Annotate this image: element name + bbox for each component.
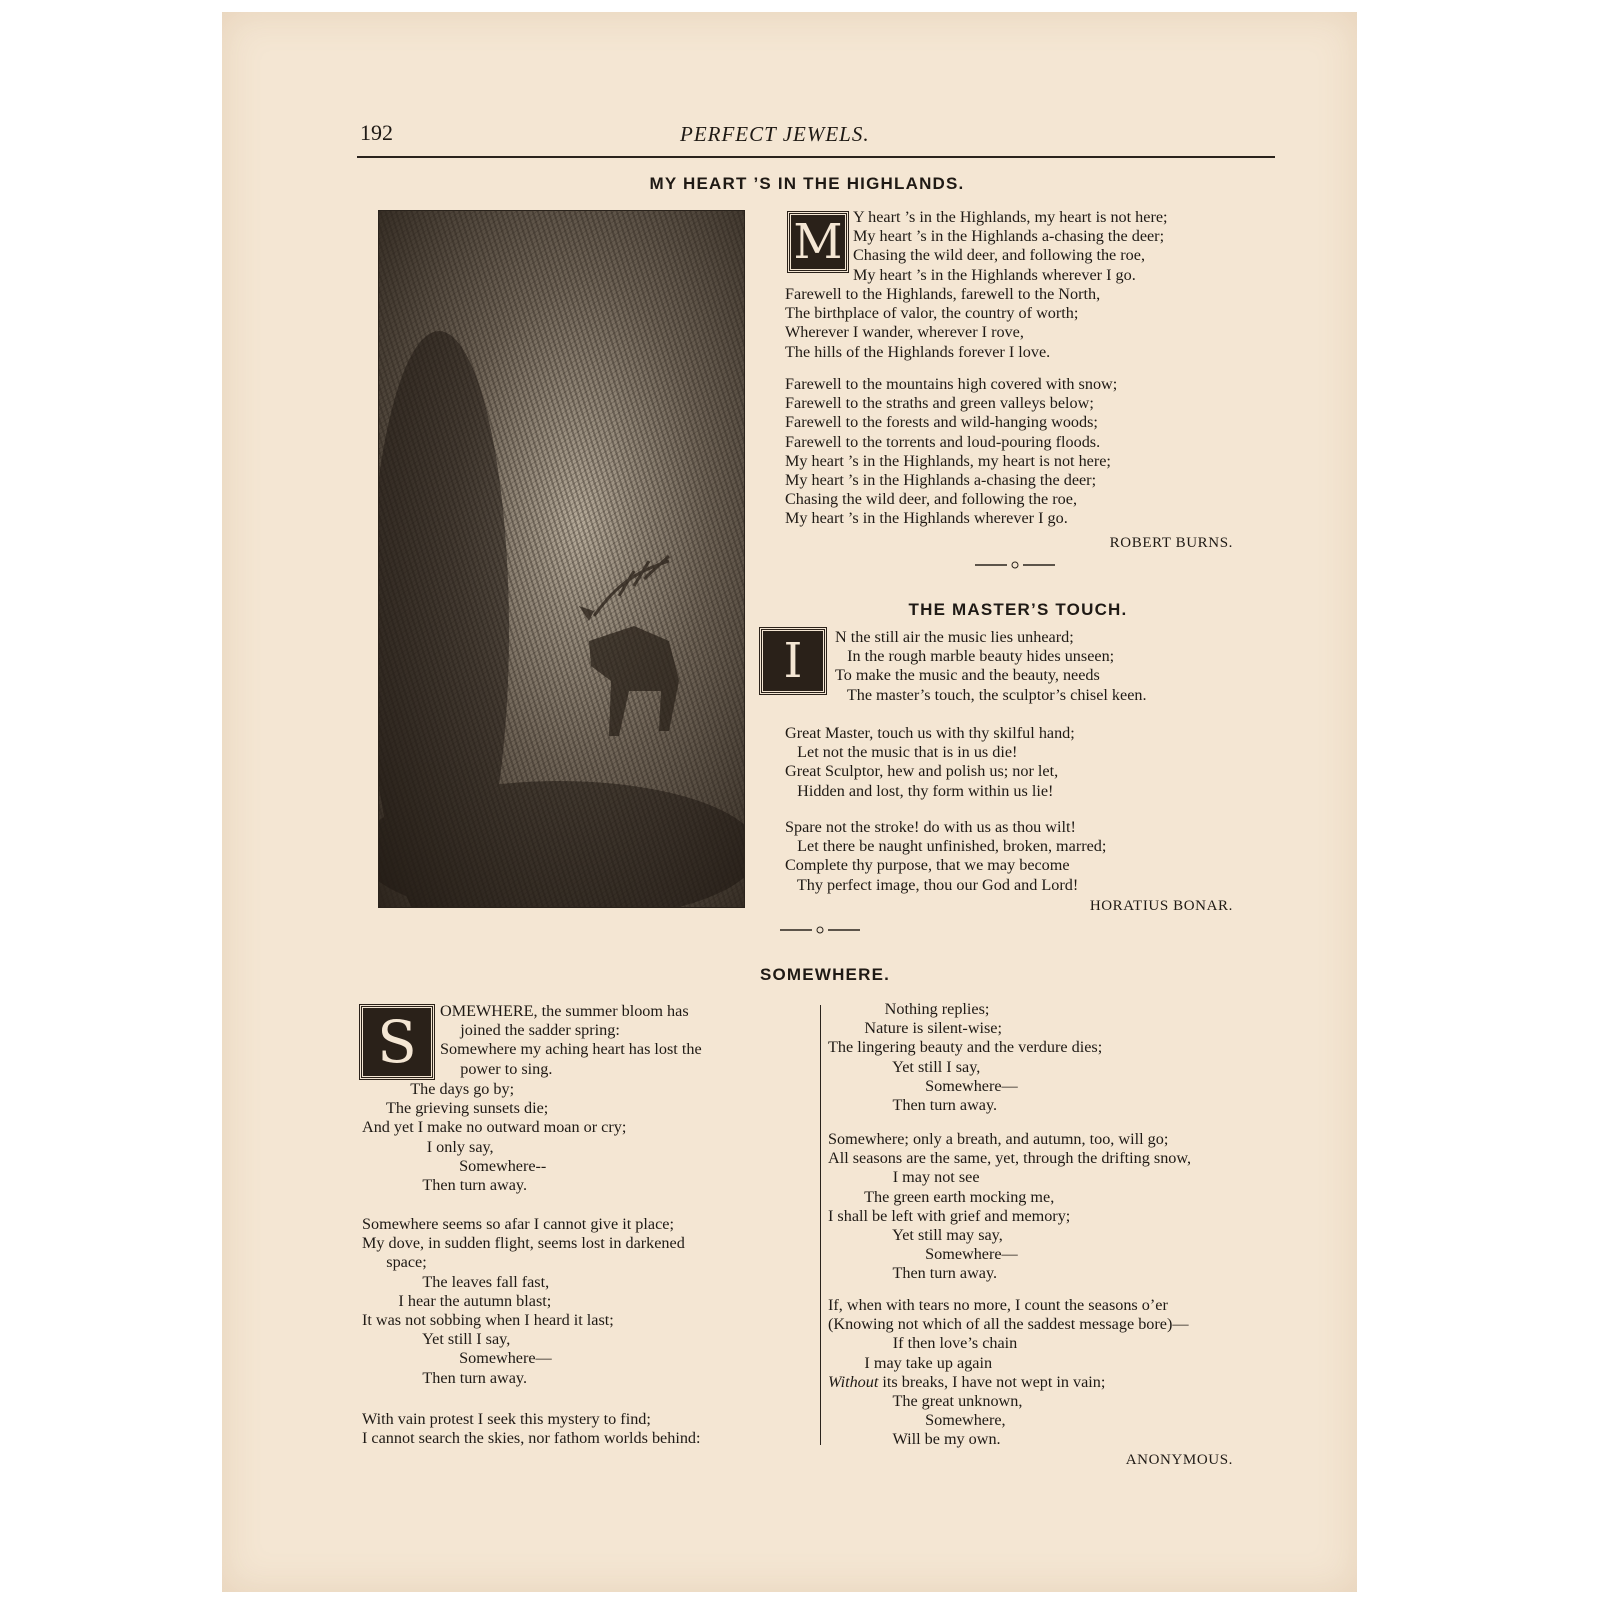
poem3-right-stanza1: Nothing replies; Nature is silent-wise; The lingering beauty and the verdure dies; Yet still I say, Somewhere— Then turn away. [828, 1000, 1103, 1115]
stag-forest-illustration [378, 210, 745, 908]
poem2-stanza3: Spare not the stroke! do with us as thou wilt! Let there be naught unfinished, broken, marred; Complete thy purpose, that we may become Thy perfect image, thou our God and Lord! [785, 818, 1107, 894]
dropcap-s: S [360, 1005, 434, 1079]
poem3-left-stanza2: Somewhere seems so afar I cannot give it place; My dove, in sudden flight, seems lost in darkened space; The leaves fall fast, I hear the autumn blast; It was not sobbing when I heard it last; Yet still I say, Somewhere— Then turn away. [362, 1215, 685, 1387]
poem2-title: THE MASTER’S TOUCH. [908, 600, 1128, 619]
dropcap-i: I [760, 628, 826, 694]
poem1-title: MY HEART ’S IN THE HIGHLANDS. [649, 174, 965, 193]
poem3-right-closing: The great unknown, Somewhere, Will be my own. [892, 1392, 1023, 1449]
poem3-right-stanza3: If, when with tears no more, I count the seasons o’er (Knowing not which of all the saddest message bore)— If then love’s chain I may take up again [828, 1296, 1189, 1372]
dropcap-m: M [788, 212, 848, 272]
poem3-right-stanza2: Somewhere; only a breath, and autumn, too, will go; All seasons are the same, yet, through the drifting snow, I may not see The green earth mocking me, I shall be left with grief and memory; Yet still may say, Somewhere— Then turn away. [828, 1130, 1192, 1283]
ornament-divider [780, 925, 860, 935]
poem2-stanza1: N the still air the music lies unheard; In the rough marble beauty hides unseen; To make the music and the beauty, needs The master’s touch, the sculptor’s chisel keen. [835, 628, 1147, 704]
line-rest: its breaks, I have not wept in vain; [878, 1373, 1106, 1391]
poem2-author: HORATIUS BONAR. [1089, 898, 1233, 914]
page-number: 192 [360, 120, 393, 145]
italic-word: Without [828, 1373, 879, 1391]
poem1-opening-lines: Y heart ’s in the Highlands, my heart is not here; My heart ’s in the Highlands a-chasing the deer; Chasing the wild deer, and following the roe, My heart ’s in the Highlands wherever I go. [853, 208, 1168, 284]
ornament-divider [975, 560, 1055, 570]
poem1-author: ROBERT BURNS. [1109, 535, 1233, 551]
column-rule [820, 1005, 821, 1445]
header-rule [357, 156, 1275, 158]
poem2-stanza2: Great Master, touch us with thy skilful hand; Let not the music that is in us die! Great Sculptor, hew and polish us; nor let, Hidden and lost, thy form within us lie! [785, 724, 1075, 800]
poem1-stanza2: Farewell to the mountains high covered with snow; Farewell to the straths and green valleys below; Farewell to the forests and wild-hanging woods; Farewell to the torrents and loud-pouring floods. My heart ’s in the Highlands, my heart is not here; My heart ’s in the Highlands a-chasing the deer; Chasing the wild deer, and following the roe, My heart ’s in the Highlands wherever I go. [785, 375, 1118, 528]
poem3-title: SOMEWHERE. [759, 965, 891, 984]
poem1-stanza1: Farewell to the Highlands, farewell to the North, The birthplace of valor, the country of worth; Wherever I wander, wherever I rove, The hills of the Highlands forever I love. [785, 285, 1101, 361]
stag-silhouette-icon [379, 211, 744, 907]
running-title: PERFECT JEWELS. [680, 122, 870, 146]
poem3-intro: OMEWHERE, the summer bloom has joined the sadder spring: Somewhere my aching heart has lost the power to sing. [440, 1002, 702, 1078]
poem3-left-stanza1: The days go by; The grieving sunsets die; And yet I make no outward moan or cry; I only say, Somewhere-- Then turn away. [362, 1080, 627, 1195]
poem3-right-italic-line [828, 1373, 1105, 1392]
poem3-author: ANONYMOUS. [1125, 1452, 1233, 1468]
poem3-left-stanza3: With vain protest I seek this mystery to find; I cannot search the skies, nor fathom worlds behind: [362, 1410, 701, 1448]
